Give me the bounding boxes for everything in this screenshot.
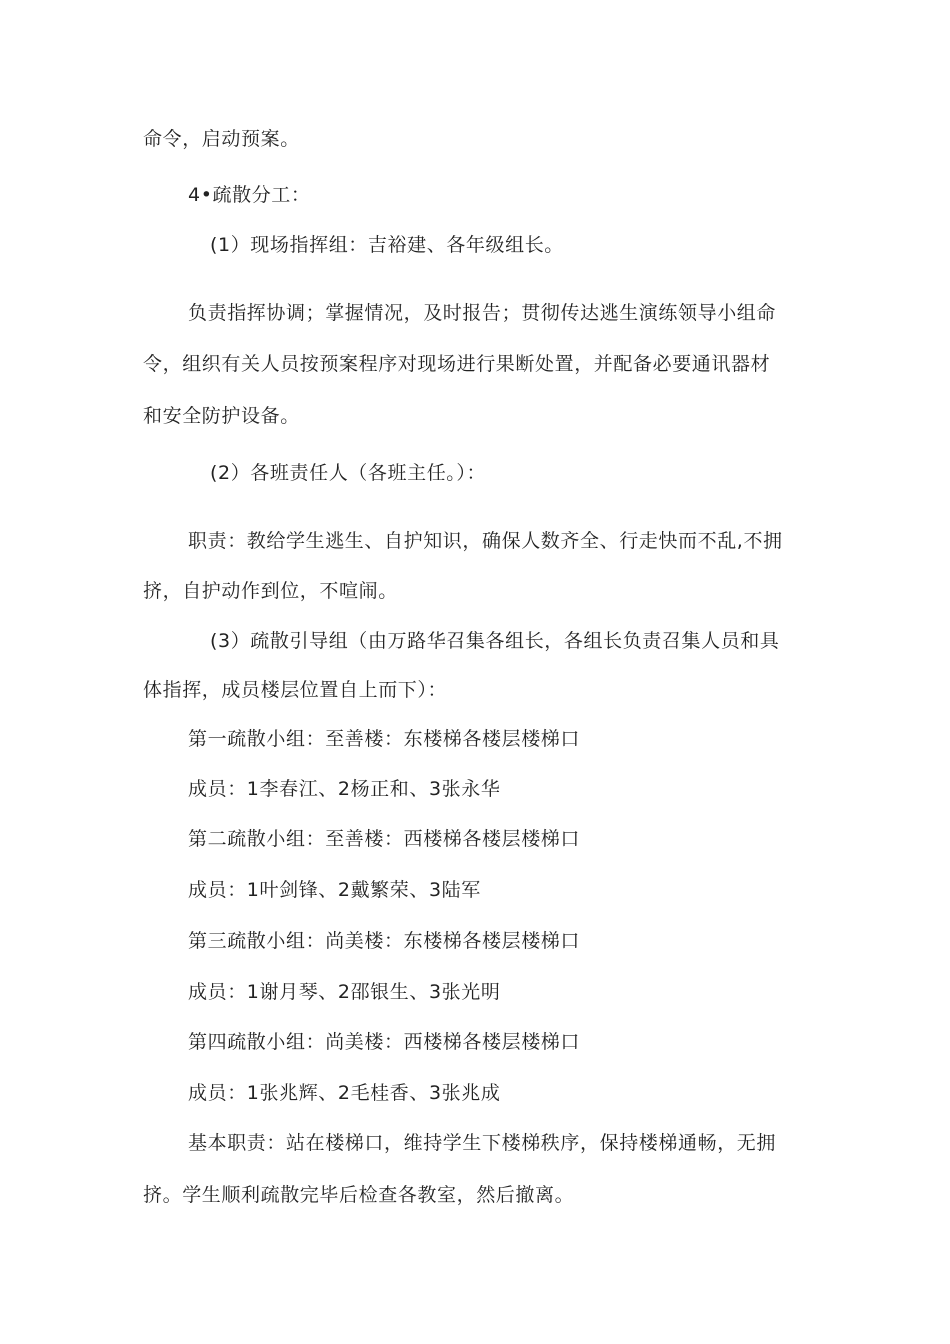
subsection-heading: (3）疏散引导组（由万路华召集各组长，各组长负责召集人员和具 — [210, 630, 780, 652]
members-line: 成员：1谢月琴、2邵银生、3张光明 — [188, 981, 501, 1003]
text-line: 挤。学生顺利疏散完毕后检查各教室，然后撤离。 — [143, 1184, 575, 1206]
group-line: 第一疏散小组：至善楼：东楼梯各楼层楼梯口 — [188, 728, 581, 750]
members-line: 成员：1叶剑锋、2戴繁荣、3陆军 — [188, 879, 481, 901]
section-heading: 4•疏散分工： — [188, 184, 311, 206]
group-line: 第三疏散小组：尚美楼：东楼梯各楼层楼梯口 — [188, 930, 581, 952]
group-line: 第二疏散小组：至善楼：西楼梯各楼层楼梯口 — [188, 828, 581, 850]
text-line: 职责：教给学生逃生、自护知识，确保人数齐全、行走快而不乱,不拥 — [188, 530, 783, 552]
members-line: 成员：1李春江、2杨正和、3张永华 — [188, 778, 501, 800]
subsection-heading: (1）现场指挥组：吉裕建、各年级组长。 — [210, 234, 564, 256]
text-line: 令，组织有关人员按预案程序对现场进行果断处置，并配备必要通讯器材 — [143, 353, 771, 375]
members-line: 成员：1张兆辉、2毛桂香、3张兆成 — [188, 1082, 501, 1104]
group-line: 第四疏散小组：尚美楼：西楼梯各楼层楼梯口 — [188, 1031, 581, 1053]
text-line: 命令，启动预案。 — [143, 128, 300, 150]
subsection-heading: (2）各班责任人（各班主任。）： — [210, 462, 487, 484]
text-line: 挤，自护动作到位，不喧闹。 — [143, 580, 398, 602]
text-line: 体指挥，成员楼层位置自上而下）： — [143, 679, 448, 701]
text-line: 基本职责：站在楼梯口，维持学生下楼梯秩序，保持楼梯通畅，无拥 — [188, 1132, 777, 1154]
text-line: 负责指挥协调；掌握情况，及时报告；贯彻传达逃生演练领导小组命 — [188, 302, 777, 324]
text-line: 和安全防护设备。 — [143, 405, 300, 427]
